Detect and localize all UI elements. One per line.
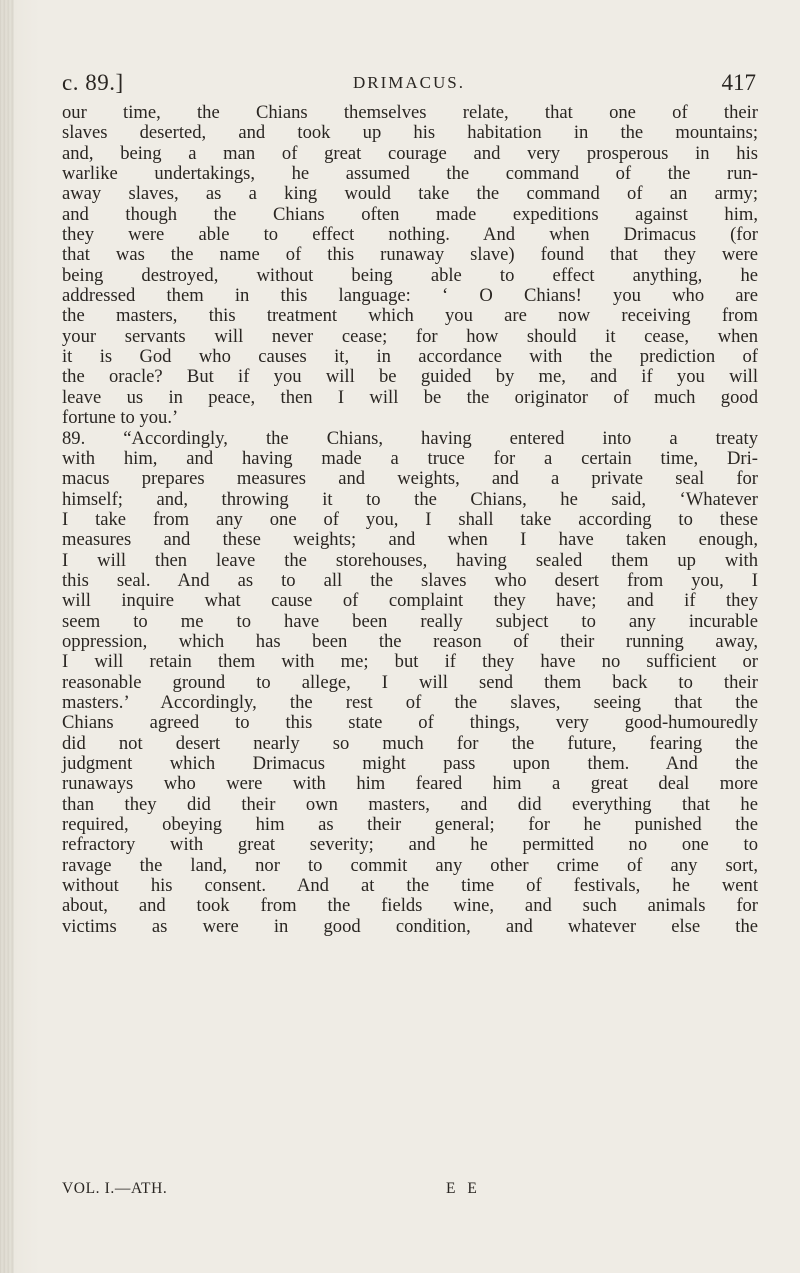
text-line: being destroyed, without being able to effect anything, he: [62, 264, 758, 286]
text-line: I will then leave the storehouses, having sealed them up with: [62, 549, 758, 571]
text-line: masters.’ Accordingly, the rest of the slaves, seeing that the: [62, 691, 758, 713]
text-line: measures and these weights; and when I have taken enough,: [62, 529, 758, 551]
signature-mark: E E: [446, 1180, 481, 1197]
page-edge: [0, 0, 14, 1273]
text-line: runaways who were with him feared him a great deal more: [62, 773, 758, 795]
text-line: Chians agreed to this state of things, very good-humouredly: [62, 712, 758, 734]
text-line: than they did their own masters, and did everything that he: [62, 793, 758, 815]
text-line: our time, the Chians themselves relate, that one of their: [62, 102, 758, 123]
text-line: about, and took from the fields wine, and such animals for: [62, 895, 758, 917]
text-line: your servants will never cease; for how should it cease, when: [62, 325, 758, 347]
text-line: with him, and having made a truce for a certain time, Dri-: [62, 447, 758, 469]
text-line: it is God who causes it, in accordance with the prediction of: [62, 346, 758, 368]
page-footer: [62, 1180, 662, 1202]
text-line: 89. “Accordingly, the Chians, having entered into a treaty: [62, 427, 758, 449]
text-line: I will retain them with me; but if they have no sufficient or: [62, 651, 758, 673]
text-line: leave us in peace, then I will be the originator of much good: [62, 386, 758, 408]
text-line: without his consent. And at the time of festivals, he went: [62, 875, 758, 897]
text-line: this seal. And as to all the slaves who desert from you, I: [62, 569, 758, 591]
running-title: DRIMACUS.: [353, 73, 465, 92]
text-line: that was the name of this runaway slave) found that they were: [62, 244, 758, 266]
text-line: warlike undertakings, he assumed the command of the run-: [62, 163, 758, 185]
text-line: fortune to you.’: [62, 407, 179, 429]
text-line: himself; and, throwing it to the Chians, he said, ‘Whatever: [62, 488, 758, 510]
text-line: required, obeying him as their general; for he punished the: [62, 814, 758, 836]
text-line: judgment which Drimacus might pass upon them. And the: [62, 753, 758, 774]
text-line: oppression, which has been the reason of their running away,: [62, 630, 758, 652]
text-line: refractory with great severity; and he permitted no one to: [62, 834, 758, 856]
text-line: the masters, this treatment which you are now receiving from: [62, 305, 758, 327]
body-text: [62, 103, 758, 937]
text-line: away slaves, as a king would take the command of an army;: [62, 183, 758, 205]
text-line: slaves deserted, and took up his habitation in the mountains;: [62, 122, 758, 144]
chapter-reference: c. 89.]: [62, 70, 124, 95]
text-line: macus prepares measures and weights, and a private seal for: [62, 468, 758, 490]
text-line: victims as were in good condition, and whatever else the: [62, 915, 758, 937]
text-line: they were able to effect nothing. And when Drimacus (for: [62, 224, 758, 246]
text-line: the oracle? But if you will be guided by me, and if you will: [62, 366, 758, 388]
text-line: will inquire what cause of complaint they have; and if they: [62, 590, 758, 612]
text-line: did not desert nearly so much for the future, fearing the: [62, 732, 758, 754]
page-number: 417: [721, 70, 756, 95]
text-line: I take from any one of you, I shall take according to these: [62, 508, 758, 530]
text-line: seem to me to have been really subject to any incurable: [62, 610, 758, 632]
text-line: ravage the land, nor to commit any other crime of any sort,: [62, 854, 758, 876]
running-header: [62, 70, 756, 100]
volume-mark: VOL. I.—ATH.: [62, 1180, 168, 1197]
text-line: reasonable ground to allege, I will send them back to their: [62, 671, 758, 693]
text-line: and though the Chians often made expeditions against him,: [62, 203, 758, 225]
text-line: and, being a man of great courage and very prosperous in his: [62, 142, 758, 164]
text-line: addressed them in this language: ‘ O Chians! you who are: [62, 285, 758, 307]
